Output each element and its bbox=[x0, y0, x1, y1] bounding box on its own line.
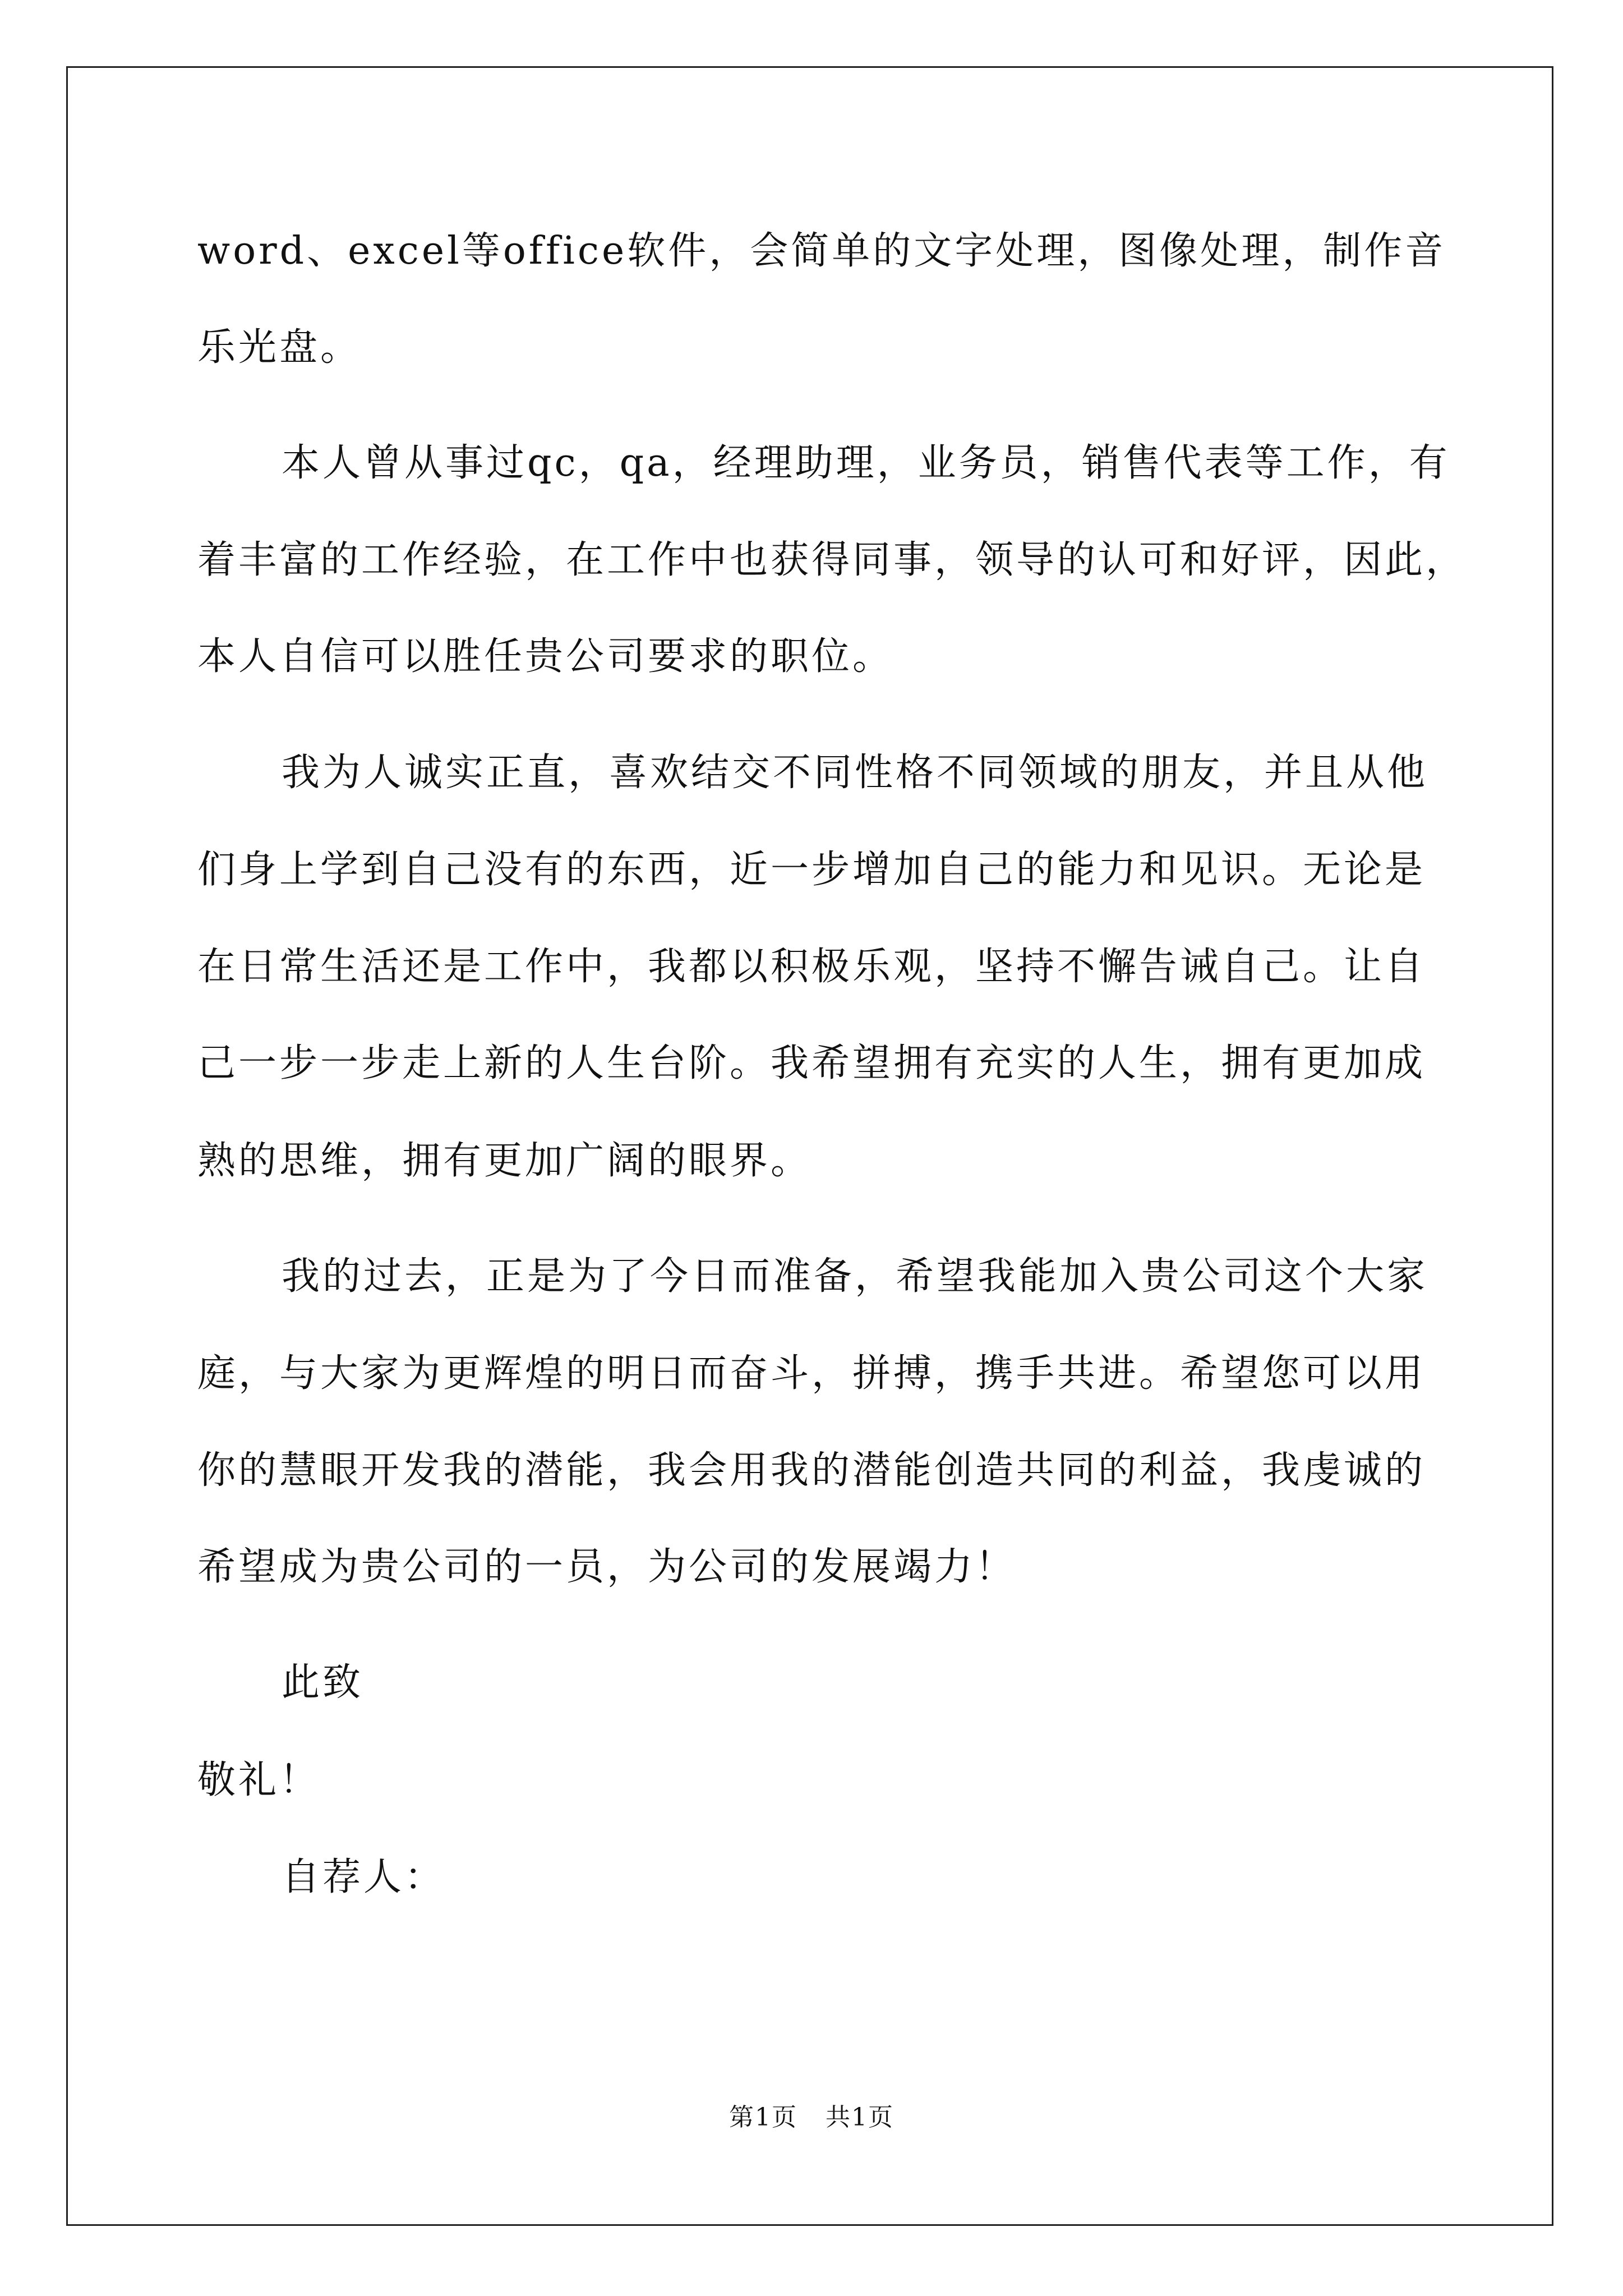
letter-line: 庭，与大家为更辉煌的明日而奋斗，拼搏，携手共进。希望您可以用 bbox=[197, 1351, 1426, 1396]
closing-respect: 敬礼！ bbox=[197, 1758, 321, 1802]
letter-line: 在日常生活还是工作中，我都以积极乐观，坚持不懈告诫自己。让自 bbox=[197, 945, 1426, 989]
letter-line: 己一步一步走上新的人生台阶。我希望拥有充实的人生，拥有更加成 bbox=[197, 1041, 1426, 1085]
signature-label: 自荐人： bbox=[282, 1855, 446, 1899]
letter-line: 着丰富的工作经验，在工作中也获得同事，领导的认可和好评，因此， bbox=[197, 538, 1467, 582]
letter-line: word、excel等office软件，会简单的文字处理，图像处理，制作音 bbox=[197, 229, 1446, 273]
letter-line: 本人曾从事过qc，qa，经理助理，业务员，销售代表等工作，有 bbox=[282, 441, 1450, 485]
page-number-total: 共1页 bbox=[826, 2103, 894, 2132]
letter-line: 希望成为贵公司的一员，为公司的发展竭力！ bbox=[197, 1545, 1017, 1589]
letter-line: 乐光盘。 bbox=[197, 325, 362, 370]
letter-line: 熟的思维，拥有更加广阔的眼界。 bbox=[197, 1139, 812, 1183]
closing-salutation: 此致 bbox=[282, 1660, 364, 1705]
letter-line: 我的过去，正是为了今日而准备，希望我能加入贵公司这个大家 bbox=[282, 1254, 1428, 1299]
page-footer bbox=[0, 2101, 1623, 2134]
page-number-current: 第1页 bbox=[729, 2103, 797, 2132]
letter-line: 你的慧眼开发我的潜能，我会用我的潜能创造共同的利益，我虔诚的 bbox=[197, 1448, 1426, 1493]
letter-line: 本人自信可以胜任贵公司要求的职位。 bbox=[197, 634, 894, 679]
letter-line: 们身上学到自己没有的东西，近一步增加自己的能力和见识。无论是 bbox=[197, 848, 1426, 892]
letter-line: 我为人诚实正直，喜欢结交不同性格不同领域的朋友，并且从他 bbox=[282, 751, 1428, 795]
